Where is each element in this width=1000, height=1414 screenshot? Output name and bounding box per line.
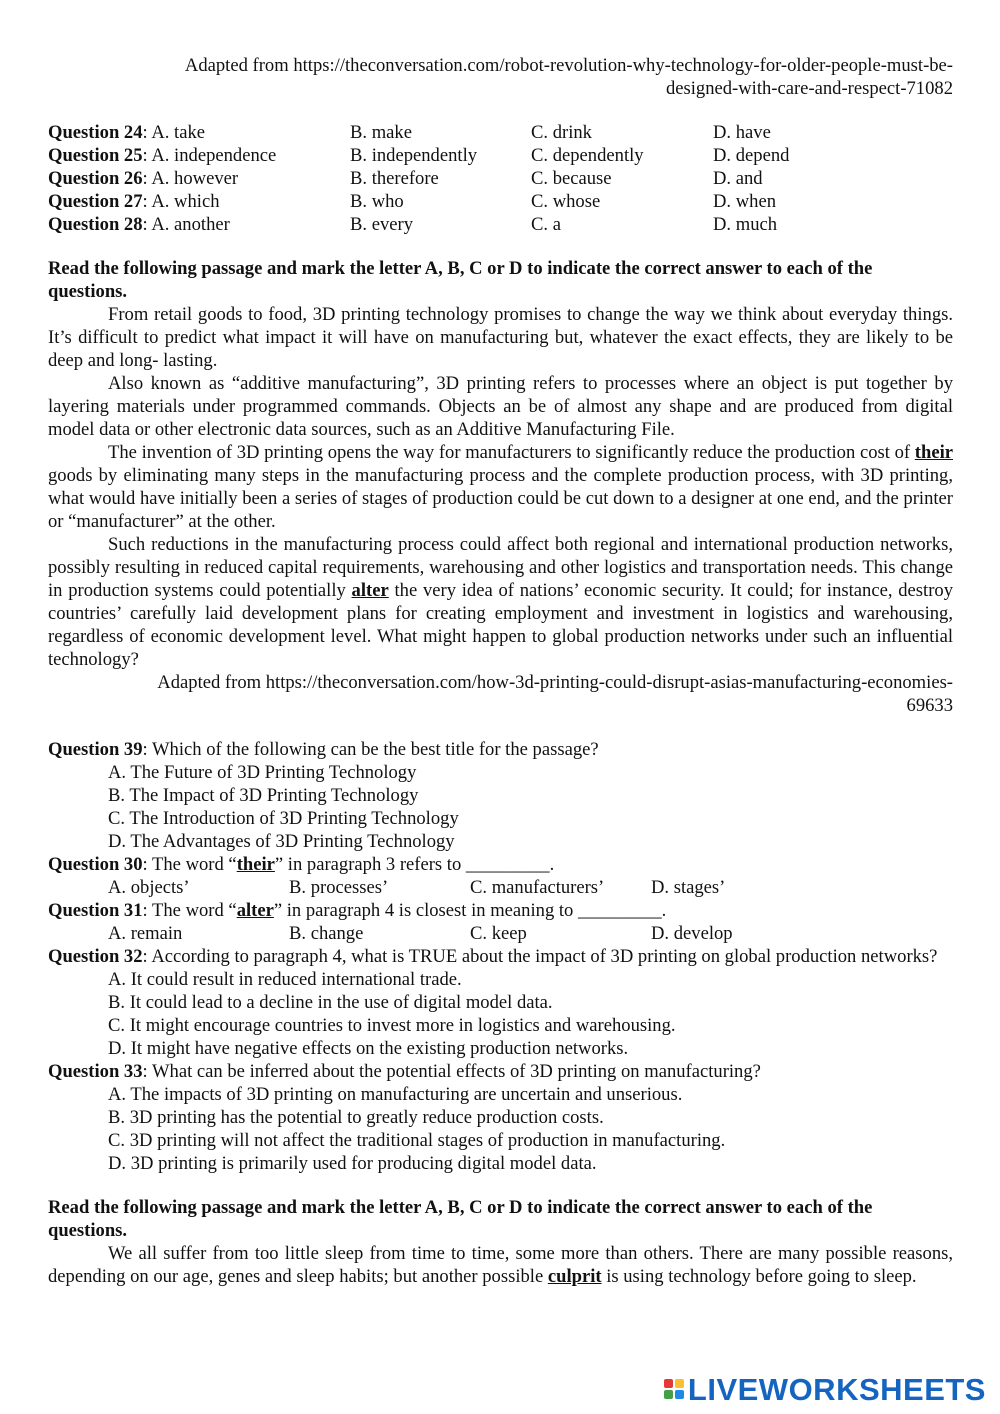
answer-option[interactable]: C. The Introduction of 3D Printing Technology [108,808,459,829]
answer-option[interactable]: B. 3D printing has the potential to greatly reduce production costs. [108,1107,604,1128]
section-instruction-2: Read the following passage and mark the letter A, B, C or D to indicate the correct answer to each of the questions. [48,1197,873,1241]
logo-squares-icon [664,1379,684,1399]
passage-3d-printing [48,303,953,671]
keyword-culprit: culprit [547,1266,602,1287]
source-citation-1: Adapted from https://theconversation.com/robot-revolution-why-technology-for-older-people-must-be- designed-with-care-and-respect-71082 [184,55,953,99]
passage-sleep: We all suffer from too little sleep from time to time, some more than others. There are many possible reasons, depending on our age, genes and sleep habits; but another possible culprit is using technology before going to sleep. [48,1243,953,1287]
question-31: Question 31: The word “alter” in paragraph 4 is closest in meaning to _________. A. remain B. change C. keep D. develop [48,900,733,944]
worksheet-page [48,54,953,1288]
answer-option[interactable]: C. It might encourage countries to invest more in logistics and warehousing. [108,1015,676,1036]
paragraph-1: From retail goods to food, 3D printing technology promises to change the way we think about everyday things. It’s difficult to predict what impact it will have on manufacturing but, whatever the exact effects, they are likely to be deep and long- lasting. [48,304,953,371]
answer-option[interactable]: C. 3D printing will not affect the traditional stages of production in manufacturing. [108,1130,726,1151]
answer-option[interactable]: A. remain [108,923,183,944]
question-39: Question 39: Which of the following can be the best title for the passage? A. The Future of 3D Printing Technology B. The Impact of 3D Printing Technology C. The Introduction of 3D Printing Technology D. The Advantages of 3D Printing Technology [48,738,953,853]
paragraph-2: Also known as “additive manufacturing”, 3D printing refers to processes where an object is put together by layering materials under programmed commands. Objects an be of almost any shape and are produced from digital model data or other electronic data sources, such as an Additive Manufacturing File. [48,373,953,440]
answer-option[interactable]: D. 3D printing is primarily used for producing digital model data. [108,1153,597,1174]
logo-square [675,1390,684,1399]
source-citation-2: Adapted from https://theconversation.com/how-3d-printing-could-disrupt-asias-manufacturing-economies- 69633 [157,672,953,716]
logo-square [664,1379,673,1388]
answer-option[interactable]: D. stages’ [651,877,726,898]
paragraph-4: Such reductions in the manufacturing process could affect both regional and international production networks, possibly resulting in reduced capital requirements, warehousing and other logistics and transportation needs. This change in production systems could potentially alter the very idea of nations’ economic security. It could; for instance, destroy countries’ carefully laid development plans for creating employment and investment in logistics and warehousing, regardless of economic development level. What might happen to global production networks under such an influential technology? [48,534,953,670]
answer-option[interactable]: D. It might have negative effects on the existing production networks. [108,1038,629,1059]
logo-text: LIVEWORKSHEETS [687,1371,986,1407]
answer-option[interactable]: B. The Impact of 3D Printing Technology [108,785,419,806]
logo-square [675,1379,684,1388]
keyword-alter: alter [351,580,389,601]
keyword-their: their [914,442,953,463]
answer-option[interactable]: A. The impacts of 3D printing on manufacturing are uncertain and unserious. [108,1084,683,1105]
answer-option[interactable]: D. develop [651,923,733,944]
answer-option[interactable]: B. It could lead to a decline in the use of digital model data. [108,992,553,1013]
answer-option[interactable]: B. change [289,923,364,944]
answer-option[interactable]: C. manufacturers’ [470,877,605,898]
question-table [48,121,953,236]
question-row-24: Question 24: A. take B. make C. drink D. have [48,122,771,143]
paragraph-3: The invention of 3D printing opens the way for manufacturers to significantly reduce the production cost of their goods by eliminating many steps in the manufacturing process and the complete production process, with 3D printing, what would have initially been a series of stages of production could be cut down to a designer at one end, and the printer or “manufacturer” at the other. [48,442,953,532]
question-row-28: Question 28: A. another B. every C. a D. much [48,214,778,235]
answer-option[interactable]: D. The Advantages of 3D Printing Technology [108,831,455,852]
question-32: Question 32: According to paragraph 4, what is TRUE about the impact of 3D printing on global production networks? A. It could result in reduced international trade. B. It could lead to a decline in the use of digital model data. C. It might encourage countries to invest more in logistics and warehousing. D. It might have negative effects on the existing production networks. [48,945,953,1060]
question-row-26: Question 26: A. however B. therefore C. because D. and [48,168,763,189]
question-row-27: Question 27: A. which B. who C. whose D. when [48,191,776,212]
answer-option[interactable]: A. It could result in reduced international trade. [108,969,462,990]
question-33: Question 33: What can be inferred about the potential effects of 3D printing on manufacturing? A. The impacts of 3D printing on manufacturing are uncertain and unserious. B. 3D printing has the potential to greatly reduce production costs. C. 3D printing will not affect the traditional stages of production in manufacturing. D. 3D printing is primarily used for producing digital model data. [48,1060,953,1175]
question-row-25: Question 25: A. independence B. independently C. dependently D. depend [48,145,790,166]
answer-option[interactable]: C. keep [470,923,527,944]
liveworksheets-logo [664,1373,986,1405]
logo-square [664,1390,673,1399]
answer-option[interactable]: A. The Future of 3D Printing Technology [108,762,417,783]
section-instruction-1: Read the following passage and mark the letter A, B, C or D to indicate the correct answer to each of the questions. [48,258,873,302]
question-30: Question 30: The word “their” in paragraph 3 refers to _________. A. objects’ B. processes’ C. manufacturers’ D. stages’ [48,854,726,898]
answer-option[interactable]: B. processes’ [289,877,389,898]
answer-option[interactable]: A. objects’ [108,877,190,898]
